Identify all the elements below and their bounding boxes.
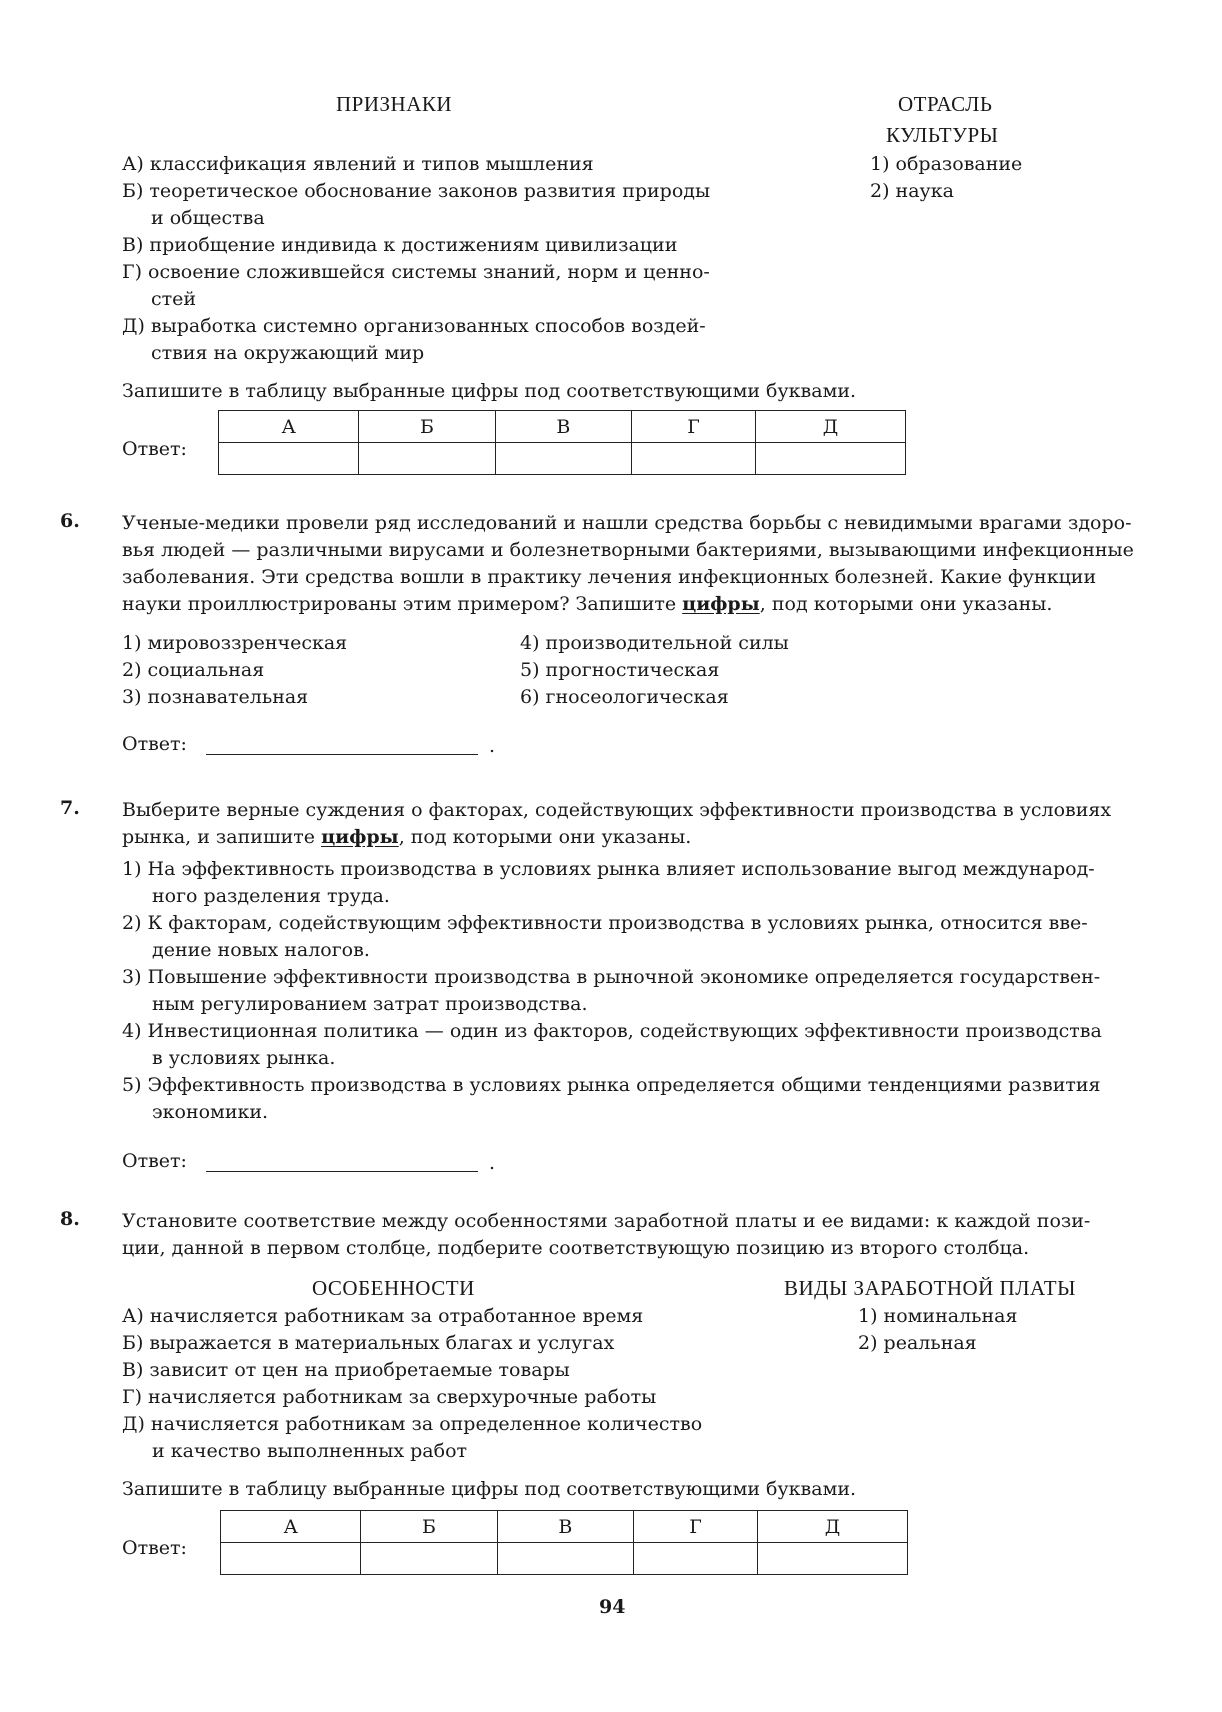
q8-right-header: ВИДЫ ЗАРАБОТНОЙ ПЛАТЫ: [784, 1276, 1076, 1300]
q5-option-2: 2) наука: [870, 180, 954, 202]
q6-option-6: 6) гносеологическая: [520, 686, 729, 708]
q5-col-e: Д: [756, 411, 906, 443]
q5-item-c: В) приобщение индивида к достижениям цивилизации: [122, 234, 678, 256]
q5-item-e: Д) выработка системно организованных способов воздей-: [122, 315, 706, 337]
q6-options-left: [122, 630, 347, 711]
q7-answer-label: Ответ:: [122, 1150, 187, 1172]
q8-col-e: Д: [758, 1511, 908, 1543]
q8-answer-cell-c[interactable]: [497, 1543, 633, 1575]
q5-right-header-line2: КУЛЬТУРЫ: [886, 123, 999, 147]
q8-instruction: Запишите в таблицу выбранные цифры под соответствующими буквами.: [122, 1478, 857, 1500]
q5-item-e-cont: ствия на окружающий мир: [151, 342, 425, 364]
q7-item-4: 4) Инвестиционная политика — один из факторов, содействующих эффективности производства: [122, 1020, 1102, 1042]
q5-answer-cell-d[interactable]: [632, 443, 756, 475]
q8-col-d: Г: [634, 1511, 758, 1543]
q8-text-line2: ции, данной в первом столбце, подберите соответствующую позицию из второго столбца.: [122, 1237, 1030, 1259]
q8-number: 8.: [60, 1208, 80, 1230]
q5-answer-cell-b[interactable]: [359, 443, 495, 475]
q7-item-3: 3) Повышение эффективности производства в рыночной экономике определяется государствен-: [122, 966, 1101, 988]
q6-option-4: 4) производительной силы: [520, 632, 789, 654]
q6-answer-label: Ответ:: [122, 733, 187, 755]
q6-text-line4-a: науки проиллюстрированы этим примером? Запишите: [122, 593, 683, 615]
q7-answer-dot: .: [489, 1152, 496, 1174]
q8-items: [122, 1303, 762, 1465]
q6-text-line1: Ученые-медики провели ряд исследований и нашли средства борьбы с невидимыми врагами здоро-: [122, 512, 1132, 534]
q5-item-d-cont: стей: [151, 288, 197, 310]
q7-text-line2-emph: цифры: [321, 826, 399, 848]
q5-answer-cell-e[interactable]: [756, 443, 906, 475]
q6-option-2: 2) социальная: [122, 659, 265, 681]
q8-item-e-cont: и качество выполненных работ: [152, 1440, 468, 1462]
q5-answer-cell-a[interactable]: [219, 443, 359, 475]
q6-option-3: 3) познавательная: [122, 686, 309, 708]
q7-item-4-cont: в условиях рынка.: [152, 1047, 336, 1069]
q8-answer-cell-b[interactable]: [361, 1543, 497, 1575]
q7-item-2-cont: дение новых налогов.: [152, 939, 370, 961]
q8-options: [858, 1303, 1017, 1357]
q7-number: 7.: [60, 797, 80, 819]
q8-item-b: Б) выражается в материальных благах и услугах: [122, 1332, 615, 1354]
q6-answer-line[interactable]: [206, 754, 478, 755]
q8-option-2: 2) реальная: [858, 1332, 977, 1354]
q5-col-c: В: [495, 411, 631, 443]
q7-item-1: 1) На эффективность производства в условиях рынка влияет использование выгод международ-: [122, 858, 1095, 880]
q5-col-d: Г: [632, 411, 756, 443]
q7-text-line2: [122, 824, 1162, 851]
q7-text-line1: Выберите верные суждения о факторах, содействующих эффективности производства в условиях: [122, 799, 1112, 821]
q8-answer-cell-e[interactable]: [758, 1543, 908, 1575]
q8-item-a: А) начисляется работникам за отработанное время: [122, 1305, 644, 1327]
q7-item-5: 5) Эффективность производства в условиях рынка определяется общими тенденциями развития: [122, 1074, 1101, 1096]
q7-item-3-cont: ным регулированием затрат производства.: [152, 993, 588, 1015]
q8-answer-cell-a[interactable]: [221, 1543, 361, 1575]
q7-item-5-cont: экономики.: [152, 1101, 269, 1123]
q5-item-b: Б) теоретическое обоснование законов развития природы: [122, 180, 711, 202]
q7-item-1-cont: ного разделения труда.: [152, 885, 390, 907]
q6-text-line3: заболевания. Эти средства вошли в практику лечения инфекционных болезней. Какие функции: [122, 566, 1097, 588]
q8-col-b: Б: [361, 1511, 497, 1543]
q5-item-b-cont: и общества: [151, 207, 265, 229]
q7-answer-line[interactable]: [206, 1171, 478, 1172]
q8-text: [122, 1208, 1162, 1262]
q7-item-2: 2) К факторам, содействующим эффективности производства в условиях рынка, относится вве-: [122, 912, 1088, 934]
q6-text-line4-c: , под которыми они указаны.: [759, 593, 1053, 615]
q6-text-line2: вья людей — различными вирусами и болезнетворными бактериями, вызывающими инфекционные: [122, 539, 1134, 561]
q6-answer-dot: .: [489, 735, 496, 757]
q5-right-header-line1: ОТРАСЛЬ: [898, 92, 993, 116]
q8-left-header: ОСОБЕННОСТИ: [312, 1276, 475, 1300]
q8-answer-label: Ответ:: [122, 1537, 187, 1559]
q8-answer-table: [220, 1510, 908, 1575]
q8-text-line1: Установите соответствие между особенностями заработной платы и ее видами: к каждой пози-: [122, 1210, 1091, 1232]
q7-text-line2-a: рынка, и запишите: [122, 826, 322, 848]
q5-item-a: А) классификация явлений и типов мышления: [122, 153, 594, 175]
q5-option-1: 1) образование: [870, 153, 1023, 175]
q5-items: [122, 151, 758, 367]
q8-answer-cell-d[interactable]: [634, 1543, 758, 1575]
q6-text-line4-emph: цифры: [682, 593, 760, 615]
q7-text: [122, 797, 1162, 851]
q5-answer-table: [218, 410, 906, 475]
page-number: 94: [599, 1596, 626, 1618]
q8-col-a: А: [221, 1511, 361, 1543]
q5-col-b: Б: [359, 411, 495, 443]
q6-options-right: [520, 630, 789, 711]
q7-text-line2-c: , под которыми они указаны.: [398, 826, 692, 848]
q8-item-d: Г) начисляется работникам за сверхурочные работы: [122, 1386, 657, 1408]
q6-option-5: 5) прогностическая: [520, 659, 720, 681]
q6-text-line4: [122, 591, 1162, 618]
q5-instruction: Запишите в таблицу выбранные цифры под соответствующими буквами.: [122, 380, 857, 402]
q5-answer-cell-c[interactable]: [495, 443, 631, 475]
q6-text: [122, 510, 1162, 618]
q7-items: [122, 856, 1162, 1126]
q5-item-d: Г) освоение сложившейся системы знаний, норм и ценно-: [122, 261, 710, 283]
q5-col-a: А: [219, 411, 359, 443]
q8-item-c: В) зависит от цен на приобретаемые товары: [122, 1359, 570, 1381]
q8-col-c: В: [497, 1511, 633, 1543]
q5-answer-label: Ответ:: [122, 438, 187, 460]
q6-number: 6.: [60, 510, 80, 532]
q5-options: [870, 151, 1022, 205]
q8-option-1: 1) номинальная: [858, 1305, 1018, 1327]
q8-item-e: Д) начисляется работникам за определенное количество: [122, 1413, 703, 1435]
q6-option-1: 1) мировоззренческая: [122, 632, 348, 654]
q5-left-header: ПРИЗНАКИ: [336, 92, 453, 116]
